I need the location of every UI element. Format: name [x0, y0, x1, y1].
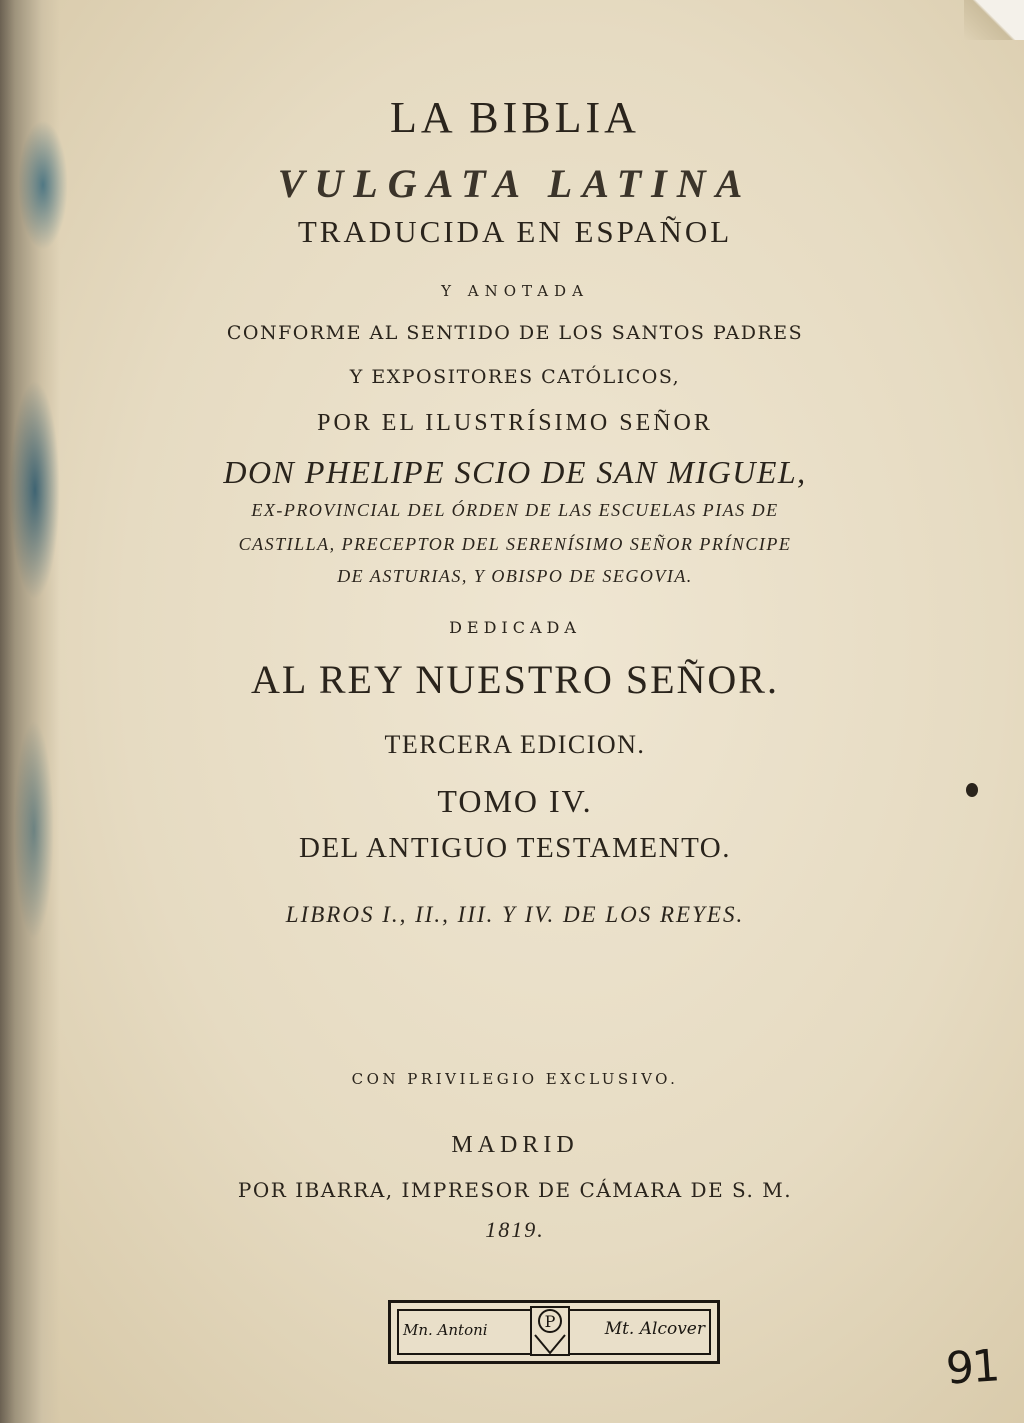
books-line: LIBROS I., II., III. Y IV. DE LOS REYES.	[285, 902, 745, 927]
corner-fold	[964, 0, 1024, 40]
expositores-line: Y EXPOSITORES CATÓLICOS,	[349, 366, 681, 388]
stamp-emblem-icon	[527, 1305, 573, 1357]
volume-line: TOMO IV.	[437, 783, 593, 819]
printer-line: POR IBARRA, IMPRESOR DE CÁMARA DE S. M.	[237, 1178, 793, 1202]
book-subtitle: VULGATA LATINA	[277, 161, 753, 206]
water-stain	[18, 120, 68, 250]
water-stain	[14, 720, 54, 940]
stamp-left-name: Mn. Antoni	[403, 1321, 488, 1339]
annotated-line: Y ANOTADA	[441, 282, 589, 300]
water-stain	[10, 380, 60, 600]
author-title-line-2: CASTILLA, PRECEPTOR DEL SERENÍSIMO SEÑOR PRÍNCIPE	[238, 534, 792, 554]
author-title-line-1: EX-PROVINCIAL DEL ÓRDEN DE LAS ESCUELAS PIAS DE	[251, 500, 779, 520]
city-line: MADRID	[451, 1132, 579, 1158]
shelf-mark: 91	[944, 1340, 1000, 1395]
author-title-line-3: DE ASTURIAS, Y OBISPO DE SEGOVIA.	[337, 566, 693, 586]
stamp-right-name: Mt. Alcover	[604, 1319, 705, 1339]
owner-stamp	[388, 1300, 720, 1364]
translation-line: TRADUCIDA EN ESPAÑOL	[297, 214, 733, 249]
por-line: POR EL ILUSTRÍSIMO SEÑOR	[317, 410, 713, 436]
ink-spot	[966, 783, 978, 797]
conforme-line: CONFORME AL SENTIDO DE LOS SANTOS PADRES	[226, 322, 804, 344]
privilege-line: CON PRIVILEGIO EXCLUSIVO.	[351, 1070, 679, 1088]
edition-line: TERCERA EDICION.	[384, 730, 646, 759]
testament-line: DEL ANTIGUO TESTAMENTO.	[299, 832, 731, 864]
book-title: LA BIBLIA	[390, 93, 640, 142]
svg-text:P: P	[544, 1312, 556, 1331]
year-line: 1819.	[485, 1217, 545, 1242]
author-name: DON PHELIPE SCIO DE SAN MIGUEL,	[223, 454, 807, 490]
dedicated-line: DEDICADA	[449, 618, 581, 637]
dedicatee-line: AL REY NUESTRO SEÑOR.	[251, 657, 779, 702]
